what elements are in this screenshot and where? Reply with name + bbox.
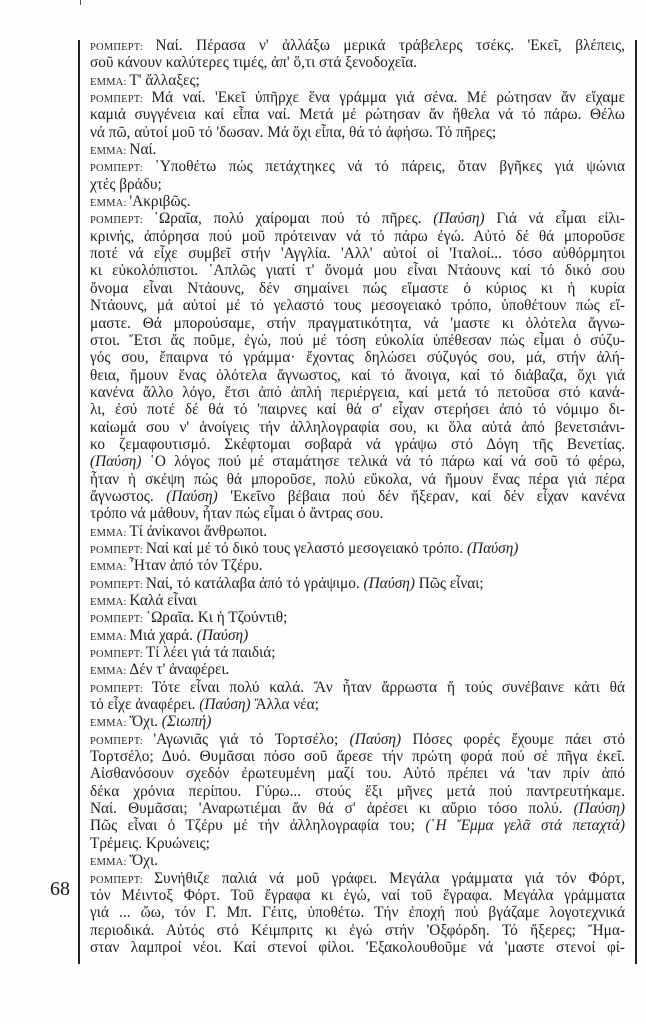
dialogue-line (90, 367, 625, 384)
dialogue-line (90, 835, 625, 852)
line-text: χτές βράδυ; (90, 175, 162, 193)
line-text: 'Ακριβῶς. (129, 193, 191, 211)
line-text: 'Αγωνιᾶς γιά τό Τορτσέλο; (153, 730, 350, 748)
dialogue-line (90, 817, 625, 834)
dialogue-line (90, 141, 625, 158)
dialogue-line (90, 870, 625, 887)
dialogue-line (90, 315, 625, 332)
dialogue-line (90, 124, 625, 141)
dialogue-line (90, 436, 625, 453)
left-margin-rule (78, 40, 80, 964)
line-text: Ναί, τό κατάλαβα ἀπό τό γράψιμο. (145, 574, 364, 592)
dialogue-line (90, 505, 625, 522)
dialogue-line (90, 471, 625, 488)
dialogue-line (90, 904, 625, 921)
line-text: Τορτσέλο; Δυό. Θυμᾶσαι πόσο σοῦ ἄρεσε τήν πρώτη φορά πού σέ πῆγα ἐκεῖ. (90, 748, 625, 766)
line-text: κρινής, ἀπόρησα πού μοῦ πρότειναν νά τό πάρω ἐγώ. Αὐτό δέ θά μποροῦσε (90, 227, 625, 245)
line-text: ῾Ο λόγος πού μέ σταμάτησε τελικά νά τό πάρω καί νά σοῦ τό φέρω, (141, 453, 625, 471)
dialogue-line (90, 609, 625, 626)
line-text: γός σου, ἔπαιρνα τό γράμμα· ἔχοντας δηλώσει σύζυγός σου, μά, στήν ἀλή- (90, 349, 625, 367)
line-text: Ναί. Θυμᾶσαι; 'Αναρωτιέμαι ἄν θά σ' ἀρέσει κι αὔριο τόσο πολύ. (90, 800, 574, 818)
speaker-label: ΡΟΜΠΕΡΤ: (90, 42, 156, 53)
speaker-label: ΡΟΜΠΕΡΤ: (90, 614, 146, 626)
dialogue-line (90, 280, 625, 297)
speaker-label: ΕΜΜΑ: (90, 146, 130, 158)
line-text: Ἦταν ἀπό τόν Τζέρυ. (129, 557, 263, 575)
line-text: Ντάουνς, μά αὐτοί μέ τό γελαστό τους μεσογειακό τρόπο, ὑποθέτουν πώς εἵ- (90, 297, 625, 315)
dialogue-line (90, 523, 625, 540)
line-text: καμιά συγγένεια καί εἶπα ναί. Μετά μέ ρώτησαν ἄν ἤθελα νά τό πάρω. Θέλω (90, 106, 625, 124)
line-text: ἦταν ἡ σκέψη πώς θά μποροῦσε, πολύ εὔκολα, νά ἤμουν ἕνας πέρα γιά πέρα (90, 470, 625, 488)
crop-mark (80, 0, 81, 5)
speaker-label: ΕΜΜΑ: (90, 666, 130, 678)
dialogue-line (90, 158, 625, 175)
line-text: Πόσες φορές ἔχουμε πάει στό (401, 730, 625, 748)
speaker-label: ΕΜΜΑ: (90, 597, 130, 608)
line-text: Τ' ἄλλαξες; (129, 71, 200, 89)
line-text: λι, ἐσύ ποτέ δέ θά τό 'παιρνες καί θά σ' εἶχαν στερήσει ἀπό τό νόμιμο δι- (90, 401, 625, 419)
stage-direction: (Παύση) (466, 539, 519, 557)
line-text: μαστε. Θά μπορούσαμε, στήν πραγματικότητα, νά 'μαστε κι ὁλότελα ἄγνω- (90, 314, 625, 332)
line-text: Αἰσθανόσουν σχεδόν ἐρωτευμένη μαζί του. Αὐτό πρέπει νά 'ταν πρίν ἀπό (90, 765, 625, 783)
dialogue-line (90, 297, 625, 314)
dialogue-line (90, 106, 625, 123)
dialogue-line (90, 262, 625, 279)
dialogue-line (90, 661, 625, 678)
dialogue-line (90, 644, 625, 661)
speaker-label: ΡΟΜΠΕΡΤ: (90, 544, 146, 556)
dialogue-line (90, 887, 625, 904)
speaker-label: ΡΟΜΠΕΡΤ: (90, 579, 146, 591)
dialogue-line (90, 852, 625, 869)
speaker-label: ΕΜΜΑ: (90, 718, 130, 730)
speaker-label: ΡΟΜΠΕΡΤ: (90, 215, 154, 227)
line-text: Πῶς εἶναι ὁ Τζέρυ μέ τήν ἀλληλογραφία του; (90, 817, 426, 835)
speaker-label: ΕΜΜΑ: (90, 527, 130, 539)
line-text: Ναί. Πέρασα ν' ἀλλάξω μερικά τράβελερς τσέκς. 'Εκεῖ, βλέπεις, (155, 37, 626, 54)
line-text: Γιά νά εἶμαι εἰλι- (484, 210, 625, 228)
dialogue-line (90, 349, 625, 366)
dialogue-line (90, 193, 625, 210)
dialogue-line (90, 419, 625, 436)
speaker-label: ΕΜΜΑ: (90, 76, 130, 88)
line-text: Τρέμεις. Κρυώνεις; (90, 834, 210, 852)
line-text: ποτέ νά εἶχε συμβεῖ στήν 'Αγγλία. 'Αλλ' αὐτοί οἱ 'Ιταλοί... τόσο αὐθόρμητοι (90, 245, 625, 263)
dialogue-line (90, 453, 625, 470)
line-text: νά πῶ, αὐτοί μοῦ τό 'δωσαν. Μά ὄχι εἶπα, θά τό ἀφήσω. Τό πῆρες; (90, 123, 497, 141)
line-text: Μά ναί. 'Εκεῖ ὑπῆρχε ἕνα γράμμα γιά σένα. Μέ ρώτησαν ἄν εἴχαμε (151, 89, 625, 107)
dialogue-line (90, 540, 625, 557)
speaker-label: ΡΟΜΠΕΡΤ: (90, 735, 154, 747)
line-text: 'Εκεῖνο βέβαια πού δέν ἤξεραν, καί δέν εἶχαν κανένα (217, 487, 626, 505)
dialogue-text-block (90, 37, 625, 956)
dialogue-line (90, 488, 625, 505)
stage-direction: (Παύση) (363, 574, 415, 592)
dialogue-line (90, 72, 625, 89)
dialogue-line (90, 332, 625, 349)
line-text: Δέν τ' ἀναφέρει. (129, 661, 230, 679)
stage-direction: (Παύση) (433, 210, 485, 228)
dialogue-line (90, 54, 625, 71)
line-text: ῾Ωραῖα, πολύ χαίρομαι πού τό πῆρες. (153, 210, 434, 228)
line-text: ὄνομα εἶναι Ντάουνς, δέν σημαίνει πώς εἴμαστε ὁ κύριος κι ἡ κυρία (90, 279, 625, 297)
dialogue-line (90, 713, 625, 730)
line-text: κανένα ἄλλο λόγο, ἔτσι ἀπό ἁπλή περιέργεια, καί μετά τό πετοῦσα στό κανά- (90, 383, 625, 401)
line-text: στοι. Ἔτσι ἄς ποῦμε, ἐγώ, πού μέ τόση εὐκολία ὑπέθεσαν πώς εἶμαι ὁ σύζυ- (90, 331, 625, 349)
stage-direction: (Παύση) (349, 730, 402, 748)
line-text: Ναί καί μέ τό δικό τους γελαστό μεσογειακό τρόπο. (145, 539, 467, 557)
line-text: τρόπο νά μάθουν, ἦταν πώς εἶμαι ὁ ἄντρας σου. (90, 505, 384, 523)
speaker-label: ΡΟΜΠΕΡΤ: (90, 683, 152, 695)
dialogue-line (90, 679, 625, 696)
dialogue-line (90, 575, 625, 592)
stage-direction: (῾Η Ἔμμα γελᾶ στά πεταχτά) (425, 817, 626, 835)
line-text: ἄγνωστος. (90, 487, 167, 505)
dialogue-line (90, 384, 625, 401)
dialogue-line (90, 176, 625, 193)
line-text: Τί ἀνίκανοι ἄνθρωποι. (129, 522, 268, 540)
line-text: κι εὐκολόπιστοι. ῾Απλῶς γιατί τ' ὄνομά μου εἶναι Ντάουνς καί τό δικό σου (90, 262, 625, 280)
dialogue-line (90, 37, 625, 54)
line-text: ῾Ωραῖα. Κι ἡ Τζούντιθ; (145, 609, 288, 627)
line-text: περιοδικά. Αὐτός στό Κέιμπριτς κι ἐγώ στήν 'Οξφόρδη. Τό ἤξερες; Ἤμα- (90, 921, 625, 939)
right-margin-rule (635, 40, 637, 964)
line-text: Συνήθιζε παλιά νά μοῦ γράφει. Μεγάλα γράμματα γιά τόν Φόρτ, (154, 869, 625, 887)
speaker-label: ΕΜΜΑ: (90, 631, 130, 643)
line-text: Τί λέει γιά τά παιδιά; (145, 644, 276, 662)
dialogue-line (90, 800, 625, 817)
speaker-label: ΕΜΜΑ: (90, 857, 130, 869)
dialogue-line (90, 783, 625, 800)
dialogue-line (90, 765, 625, 782)
line-text: τό εἶχε ἀναφέρει. (90, 696, 200, 714)
dialogue-line (90, 210, 625, 227)
speaker-label: ΕΜΜΑ: (90, 562, 130, 574)
dialogue-line (90, 228, 625, 245)
line-text: κο ζεμαφουτισμό. Σκέφτομαι σοβαρά νά γράψω στό Δόγη τῆς Βενετίας. (90, 435, 625, 453)
line-text: ῾Υποθέτω πώς πετάχτηκες νά τό πάρεις, ὅταν βγῆκες γιά ψώνια (154, 158, 625, 176)
line-text: θεια, ἤμουν ἕνας ὁλότελα ἄγνωστος, καί τό ἄνοιγα, καί τό διάβαζα, ὄχι γιά (90, 366, 625, 384)
dialogue-line (90, 748, 625, 765)
dialogue-line (90, 731, 625, 748)
stage-direction: (Παύση) (90, 453, 142, 471)
line-text: Πῶς εἶναι; (414, 574, 484, 592)
dialogue-line (90, 557, 625, 574)
stage-direction: (Παύση) (573, 800, 625, 818)
dialogue-line (90, 245, 625, 262)
line-text: γιά ... ὤω, τόν Γ. Μπ. Γέιτς, ὑποθέτω. Τήν ἐποχή πού βγάζαμε λογοτεχνικά (90, 904, 625, 922)
speaker-label: ΕΜΜΑ: (90, 198, 130, 210)
line-text: σοῦ κάνουν καλύτερες τιμές, ἀπ' ὅ,τι στά ξενοδοχεῖα. (90, 54, 418, 72)
dialogue-line (90, 89, 625, 106)
stage-direction: (Σιωπή) (161, 713, 212, 731)
speaker-label: ΡΟΜΠΕΡΤ: (90, 94, 152, 106)
line-text: Ἄλλα νέα; (250, 696, 319, 714)
line-text: Τότε εἶναι πολύ καλά. Ἄν ἦταν ἄρρωστα ἤ τούς συνέβαινε κάτι θά (151, 678, 625, 696)
line-text: δέκα χρόνια περίπου. Γύρω... στούς ἕξι μῆνες μετά πού παντρευτήκαμε. (90, 782, 625, 800)
line-text: καίωμά σου ν' ἀνοίγεις τήν ἀλληλογραφία σου, κι ὅλα αὐτά ἀπό βενετσιάνι- (90, 418, 625, 436)
line-text: Ναί. (129, 141, 157, 159)
line-text: Ὄχι. (129, 713, 162, 731)
line-text: Καλά εἶναι (129, 592, 197, 609)
line-text: Ὄχι. (129, 852, 158, 870)
stage-direction: (Παύση) (199, 696, 251, 714)
speaker-label: ΡΟΜΠΕΡΤ: (90, 874, 155, 886)
dialogue-line (90, 696, 625, 713)
dialogue-line (90, 922, 625, 939)
line-text: τόν Μέιντοξ Φόρτ. Τοῦ ἔγραφα κι ἐγώ, ναί τοῦ ἔγραφα. Μεγάλα γράμματα (90, 886, 625, 904)
page-number: 68 (50, 878, 70, 900)
line-text: Μιά χαρά. (129, 626, 197, 644)
speaker-label: ΡΟΜΠΕΡΤ: (90, 649, 146, 661)
dialogue-line (90, 592, 625, 609)
stage-direction: (Παύση) (196, 626, 249, 644)
stage-direction: (Παύση) (166, 487, 218, 505)
dialogue-line (90, 401, 625, 418)
speaker-label: ΡΟΜΠΕΡΤ: (90, 163, 155, 175)
dialogue-line (90, 627, 625, 644)
line-text: σταν λαμπροί νέοι. Καί στενοί φίλοι. 'Εξακολουθοῦμε νά 'μαστε στενοί φί- (90, 938, 625, 956)
dialogue-line (90, 939, 625, 956)
